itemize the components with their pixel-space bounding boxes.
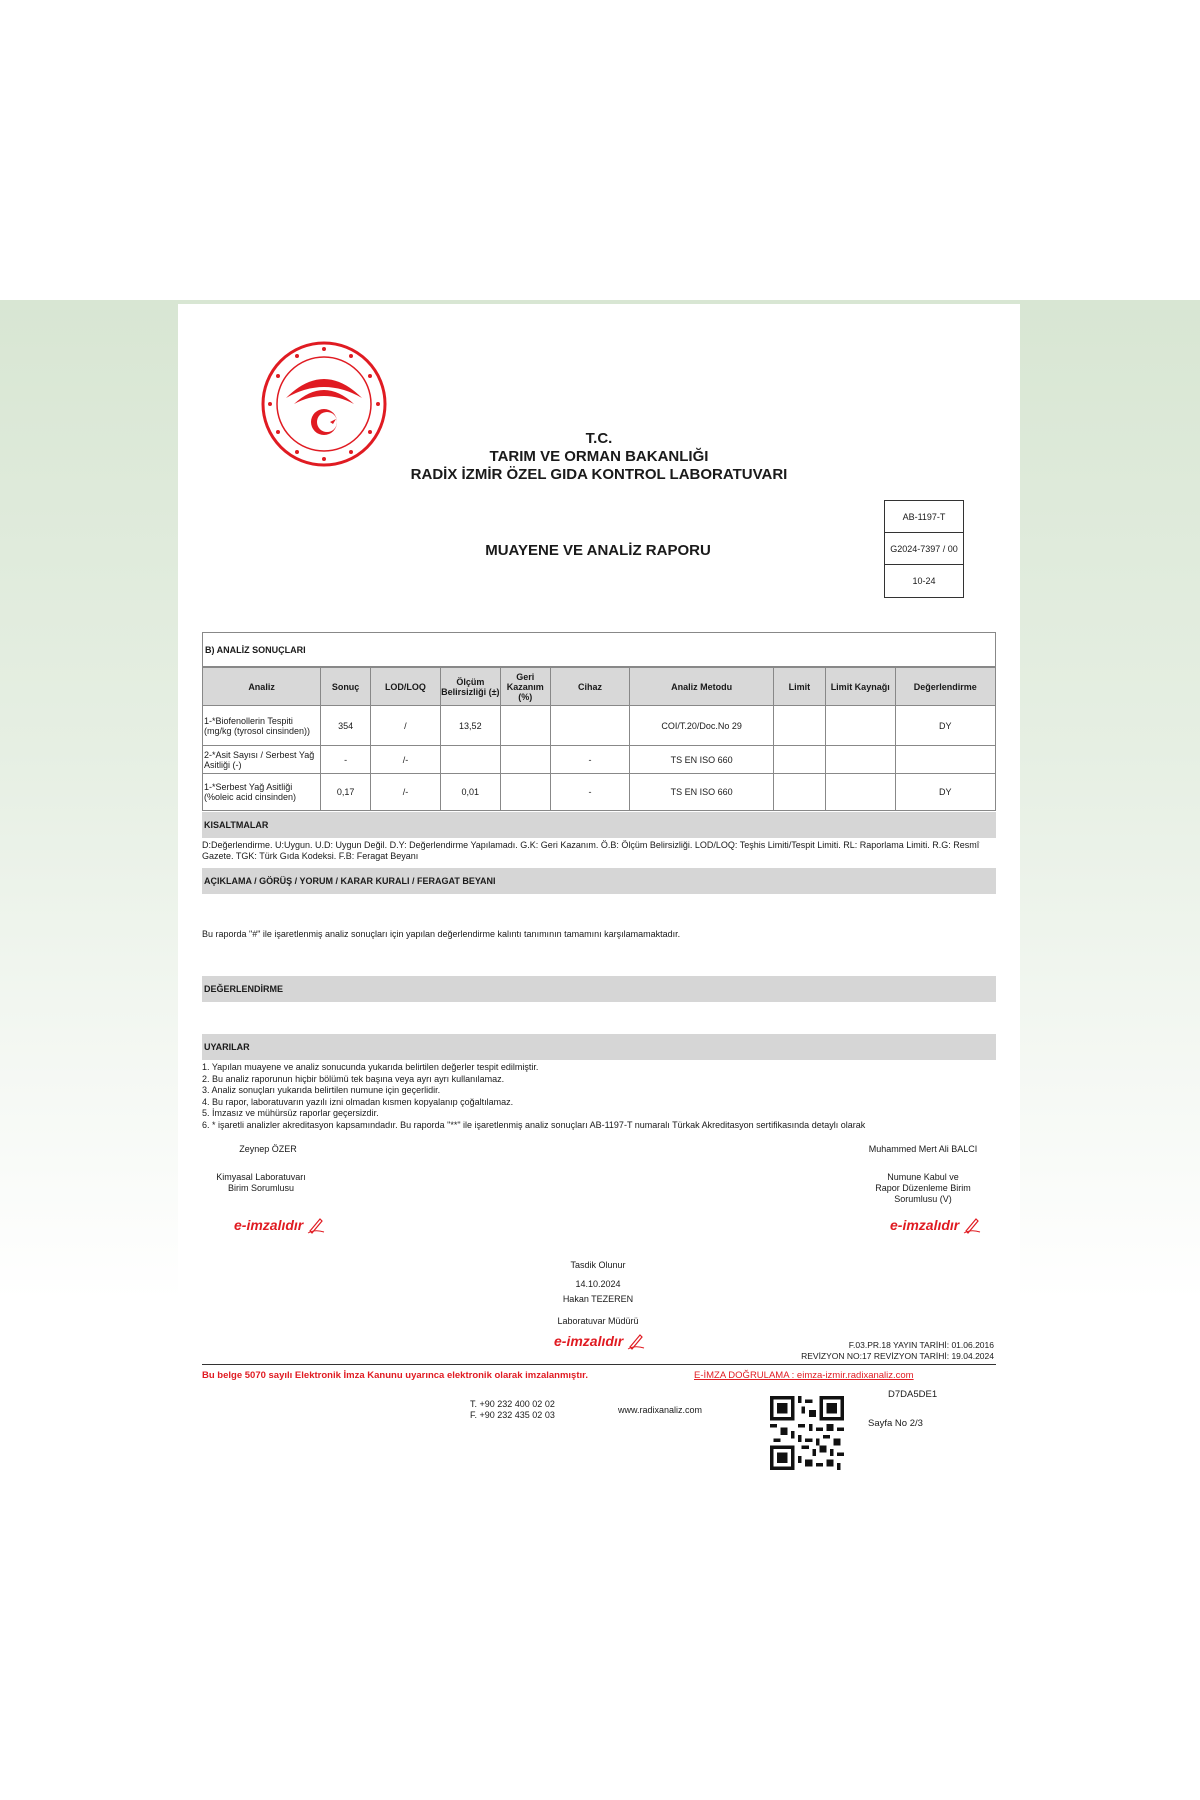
report-title: MUAYENE VE ANALİZ RAPORU: [485, 542, 711, 559]
e-signature-label: e-imzalıdır: [890, 1217, 960, 1233]
column-header: Değerlendirme: [895, 668, 995, 706]
table-cell: COI/T.20/Doc.No 29: [630, 706, 774, 746]
table-cell: /-: [371, 774, 441, 810]
table-cell: 0,01: [440, 774, 500, 810]
table-cell: 1-*Biofenollerin Tespiti (mg/kg (tyrosol cinsinden)): [203, 706, 321, 746]
header-lab: RADİX İZMİR ÖZEL GIDA KONTROL LABORATUVARI: [410, 466, 788, 483]
column-header: Geri Kazanım (%): [500, 668, 550, 706]
evaluation-heading: DEĞERLENDİRME: [202, 976, 996, 1002]
right-signer-title-line: Numune Kabul ve: [887, 1172, 959, 1182]
table-row: [203, 706, 995, 746]
right-signer-title: [850, 1172, 996, 1205]
accreditation-code: AB-1197-T: [885, 501, 963, 533]
column-header: Ölçüm Belirsizliği (±): [440, 668, 500, 706]
table-cell: [773, 774, 825, 810]
table-cell: 13,52: [440, 706, 500, 746]
table-cell: 1-*Serbest Yağ Asitliği (%oleic acid cinsinden): [203, 774, 321, 810]
results-table: [203, 667, 995, 810]
column-header: Cihaz: [550, 668, 630, 706]
report-date-code: 10-24: [912, 576, 936, 586]
left-signer-title-line: Birim Sorumlusu: [227, 1183, 294, 1193]
remarks-heading: AÇIKLAMA / GÖRÜŞ / YORUM / KARAR KURALI / FERAGAT BEYANI: [202, 868, 996, 894]
list-item: 6. * işaretli analizler akreditasyon kapsamındadır. Bu raporda "**" ile işaretlenmiş analiz sonuçları AB-1197-T numaralı Türkak Akreditasyon sertifikasında detaylı olarak: [202, 1119, 866, 1130]
column-header: Sonuç: [321, 668, 371, 706]
remarks-text: Bu raporda "#" ile işaretlenmiş analiz sonuçları için yapılan değerlendirme kalıntı tanımının tamamını karşılamamaktadır.: [202, 929, 681, 939]
contact-phones: [470, 1399, 555, 1421]
page-number: Sayfa No 2/3: [868, 1418, 923, 1429]
table-cell: /-: [371, 746, 441, 774]
pen-icon: [307, 1216, 325, 1234]
e-signature-stamp-center: [554, 1332, 645, 1350]
right-signer-title-line: Sorumlusu (V): [894, 1194, 952, 1204]
e-signature-verify-link[interactable]: E-İMZA DOĞRULAMA : eimza-izmir.radixanaliz.com: [694, 1370, 914, 1381]
website-link[interactable]: www.radixanaliz.com: [618, 1405, 703, 1415]
table-cell: [440, 746, 500, 774]
table-cell: [825, 746, 895, 774]
e-signature-stamp-right: [890, 1216, 981, 1234]
footer-divider: [202, 1364, 996, 1365]
qr-code-icon: [770, 1396, 844, 1470]
approver-title: Laboratuvar Müdürü: [557, 1316, 639, 1326]
table-cell: -: [321, 746, 371, 774]
column-header: Analiz: [203, 668, 321, 706]
e-signature-law-notice: Bu belge 5070 sayılı Elektronik İmza Kanunu uyarınca elektronik olarak imzalanmıştır.: [202, 1370, 588, 1381]
list-item: 2. Bu analiz raporunun hiçbir bölümü tek başına veya ayrı ayrı kullanılamaz.: [202, 1073, 505, 1084]
list-item: 1. Yapılan muayene ve analiz sonucunda yukarıda belirtilen değerler tespit edilmiştir.: [202, 1062, 539, 1072]
table-cell: [500, 746, 550, 774]
table-cell: DY: [895, 774, 995, 810]
pen-icon: [963, 1216, 981, 1234]
table-cell: [550, 706, 630, 746]
header-ministry: TARIM VE ORMAN BAKANLIĞI: [489, 448, 709, 465]
header-tc: T.C.: [585, 430, 613, 447]
warnings-heading: UYARILAR: [202, 1034, 996, 1060]
table-row: [203, 746, 995, 774]
table-cell: -: [550, 774, 630, 810]
form-publish-date: F.03.PR.18 YAYIN TARİHİ: 01.06.2016: [848, 1340, 994, 1350]
table-cell: [773, 706, 825, 746]
report-number: G2024-7397 / 00: [885, 533, 963, 565]
list-item: 5. İmzasız ve mühürsüz raporlar geçersizdir.: [202, 1108, 379, 1118]
table-row: [203, 774, 995, 810]
e-signature-label: e-imzalıdır: [554, 1333, 624, 1349]
fax-number: F. +90 232 435 02 03: [470, 1410, 555, 1420]
report-code-box: [884, 500, 964, 598]
table-cell: TS EN ISO 660: [630, 774, 774, 810]
table-cell: [825, 774, 895, 810]
table-header-row: [203, 668, 995, 706]
warnings-list: [202, 1062, 996, 1131]
table-cell: -: [550, 746, 630, 774]
left-signer-name: Zeynep ÖZER: [239, 1144, 297, 1154]
abbreviations-text: D:Değerlendirme. U:Uygun. U.D: Uygun Değil. D.Y: Değerlendirme Yapılamadı. G.K: Geri Kazanım. Ö.B: Ölçüm Belirsizliği. LOD/LOQ: Teşhis Limiti/Tespit Limiti. RL: Raporlama Limiti. R.G: Resmî Gazete. TGK: Türk Gıda Kodeksi. F.B: Feragat Beyanı: [202, 840, 980, 861]
table-cell: 354: [321, 706, 371, 746]
column-header: Limit Kaynağı: [825, 668, 895, 706]
right-signer-name: Muhammed Mert Ali BALCI: [868, 1144, 978, 1154]
left-signer-title: [196, 1172, 326, 1194]
table-cell: /: [371, 706, 441, 746]
list-item: 3. Analiz sonuçları yukarıda belirtilen numune için geçerlidir.: [202, 1085, 441, 1095]
report-page: [178, 304, 1020, 1496]
analysis-results-section: [202, 632, 996, 811]
table-cell: [825, 706, 895, 746]
table-cell: TS EN ISO 660: [630, 746, 774, 774]
form-revision: REVİZYON NO:17 REVİZYON TARİHİ: 19.04.2024: [801, 1351, 994, 1361]
table-cell: [500, 706, 550, 746]
verification-code: D7DA5DE1: [888, 1389, 938, 1400]
e-signature-stamp-left: [234, 1216, 325, 1234]
list-item: 4. Bu rapor, laboratuvarın yazılı izni olmadan kısmen kopyalanıp çoğaltılamaz.: [202, 1096, 514, 1107]
table-cell: [773, 746, 825, 774]
right-signer-title-line: Rapor Düzenleme Birim: [875, 1183, 971, 1193]
table-cell: [500, 774, 550, 810]
pen-icon: [627, 1332, 645, 1350]
column-header: Limit: [773, 668, 825, 706]
approval-label: Tasdik Olunur: [570, 1260, 626, 1270]
approval-date: 14.10.2024: [575, 1279, 621, 1289]
column-header: Analiz Metodu: [630, 668, 774, 706]
table-cell: DY: [895, 706, 995, 746]
phone-number: T. +90 232 400 02 02: [470, 1399, 555, 1409]
approver-name: Hakan TEZEREN: [562, 1294, 634, 1304]
results-title: B) ANALİZ SONUÇLARI: [203, 633, 995, 667]
e-signature-label: e-imzalıdır: [234, 1217, 304, 1233]
left-signer-title-line: Kimyasal Laboratuvarı: [216, 1172, 306, 1182]
abbreviations-heading: KISALTMALAR: [202, 812, 996, 838]
table-cell: 2-*Asit Sayısı / Serbest Yağ Asitliği (-): [203, 746, 321, 774]
table-cell: 0,17: [321, 774, 371, 810]
column-header: LOD/LOQ: [371, 668, 441, 706]
table-cell: [895, 746, 995, 774]
